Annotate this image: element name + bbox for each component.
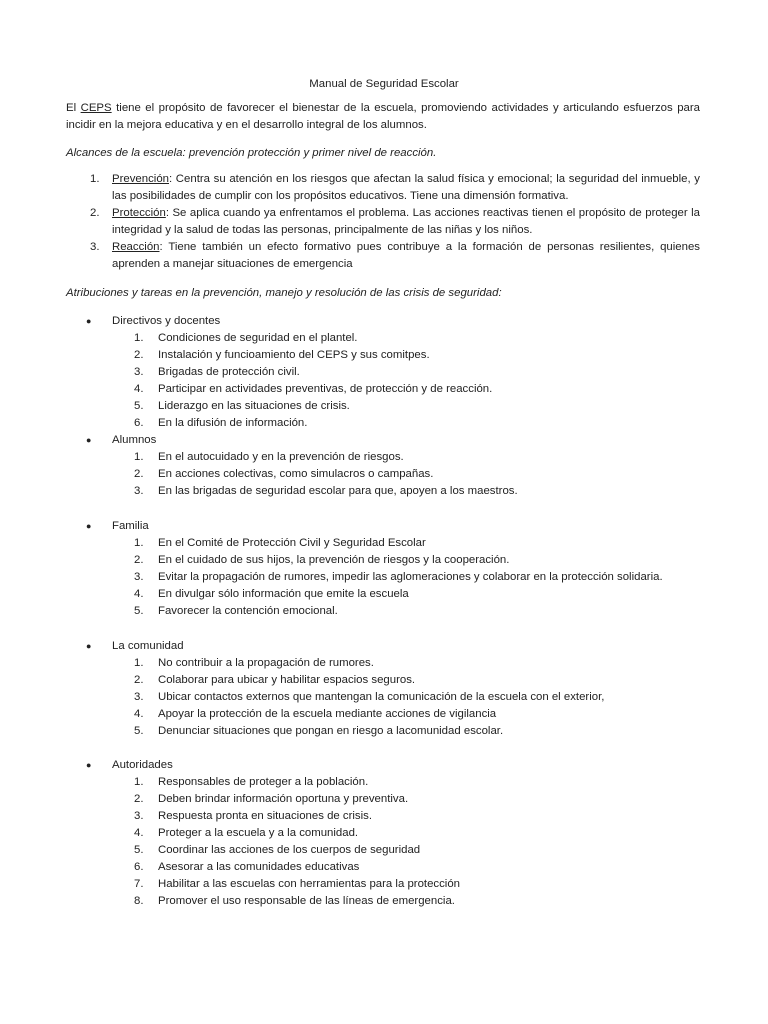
list-item: [66, 330, 700, 347]
intro-prefix: El: [66, 102, 81, 114]
list-item: [66, 842, 700, 859]
item-text: Proteger a la escuela y a la comunidad.: [158, 827, 359, 839]
item-text: Ubicar contactos externos que mantengan la comunicación de la escuela con el exterior,: [158, 691, 605, 703]
list-number: 2.: [134, 468, 144, 480]
alcance-item-prevencion: [66, 171, 700, 205]
list-item: [66, 586, 700, 603]
list-number: 2.: [134, 793, 144, 805]
list-number: 8.: [134, 895, 144, 907]
list-item: [66, 398, 700, 415]
item-text: En el Comité de Protección Civil y Seguridad Escolar: [158, 537, 426, 549]
list-item: [66, 689, 700, 706]
item-text: Responsables de proteger a la población.: [158, 776, 369, 788]
alcance-term: Protección: [112, 207, 166, 219]
item-text: Denunciar situaciones que pongan en riesgo a lacomunidad escolar.: [158, 725, 504, 737]
list-item: [66, 483, 700, 500]
item-text: En las brigadas de seguridad escolar para que, apoyen a los maestros.: [158, 485, 518, 497]
item-text: Brigadas de protección civil.: [158, 366, 300, 378]
list-number: 2.: [90, 207, 100, 219]
item-text: Apoyar la protección de la escuela mediante acciones de vigilancia: [158, 708, 497, 720]
item-text: Evitar la propagación de rumores, impedir las aglomeraciones y colaborar en la protección solidaria.: [158, 571, 663, 583]
group-items: [66, 449, 700, 500]
list-number: 1.: [134, 776, 144, 788]
list-number: 4.: [134, 588, 144, 600]
list-item: [66, 415, 700, 432]
item-text: Deben brindar información oportuna y preventiva.: [158, 793, 409, 805]
list-number: 4.: [134, 708, 144, 720]
list-number: 3.: [90, 241, 100, 253]
atribuciones-heading: Atribuciones y tareas en la prevención, manejo y resolución de las crisis de seguridad:: [66, 287, 502, 299]
group-autoridades: [66, 757, 700, 910]
ceps-acronym: CEPS: [80, 102, 112, 114]
list-number: 1.: [134, 657, 144, 669]
alcance-text: : Tiene también un efecto formativo pues contribuye a la formación de personas resilientes, quienes aprenden a manejar situaciones de emergencia: [112, 241, 700, 270]
item-text: Favorecer la contención emocional.: [158, 605, 338, 617]
item-text: Asesorar a las comunidades educativas: [158, 861, 360, 873]
list-number: 5.: [134, 605, 144, 617]
list-item: [66, 552, 700, 569]
list-item: [66, 791, 700, 808]
group-title: Familia: [112, 520, 149, 532]
bullet-icon: ●: [86, 760, 92, 770]
list-item: [66, 603, 700, 620]
list-item: [66, 449, 700, 466]
alcance-text: : Se aplica cuando ya enfrentamos el problema. Las acciones reactivas tienen el propósito de proteger la integridad y la salud de todas las personas, principalmente de las niñas y los niños.: [112, 207, 700, 236]
list-item: [66, 535, 700, 552]
list-number: 4.: [134, 383, 144, 395]
group-title-row: [66, 638, 700, 655]
item-text: En el autocuidado y en la prevención de riesgos.: [158, 451, 404, 463]
list-number: 2.: [134, 554, 144, 566]
group-items: [66, 774, 700, 910]
bullet-icon: ●: [86, 435, 92, 445]
list-item: [66, 569, 700, 586]
group-title-row: [66, 313, 700, 330]
group-title-row: [66, 432, 700, 449]
intro-text: tiene el propósito de favorecer el bienestar de la escuela, promoviendo actividades y articulando esfuerzos para incidir en la mejora educativa y en el desarrollo integral de los alumnos.: [66, 102, 700, 131]
list-number: 7.: [134, 878, 144, 890]
alcance-text: : Centra su atención en los riesgos que afectan la salud física y emocional; la seguridad del inmueble, y las posibilidades de cumplir con los propósitos educativos. Tiene una dimensión formativa.: [112, 173, 700, 202]
list-number: 2.: [134, 349, 144, 361]
list-item: [66, 381, 700, 398]
item-text: En divulgar sólo información que emite la escuela: [158, 588, 409, 600]
list-number: 3.: [134, 810, 144, 822]
item-text: Respuesta pronta en situaciones de crisis.: [158, 810, 373, 822]
alcances-heading: Alcances de la escuela: prevención protección y primer nivel de reacción.: [66, 147, 437, 159]
group-familia: [66, 518, 700, 620]
list-number: 4.: [134, 827, 144, 839]
item-text: Habilitar a las escuelas con herramientas para la protección: [158, 878, 461, 890]
group-title: Alumnos: [112, 434, 157, 446]
bullet-icon: ●: [86, 521, 92, 531]
group-la-comunidad: [66, 638, 700, 740]
group-title: La comunidad: [112, 640, 184, 652]
list-number: 5.: [134, 400, 144, 412]
alcance-term: Reacción: [112, 241, 160, 253]
group-title-row: [66, 757, 700, 774]
list-item: [66, 774, 700, 791]
list-item: [66, 466, 700, 483]
group-title: Directivos y docentes: [112, 315, 221, 327]
alcance-item-proteccion: [66, 205, 700, 239]
group-items: [66, 535, 700, 620]
list-item: [66, 859, 700, 876]
list-number: 3.: [134, 366, 144, 378]
list-number: 3.: [134, 571, 144, 583]
list-number: 3.: [134, 485, 144, 497]
list-number: 6.: [134, 417, 144, 429]
list-item: [66, 876, 700, 893]
document-title: Manual de Seguridad Escolar: [309, 78, 459, 90]
alcance-term: Prevención: [112, 173, 169, 185]
alcance-item-reaccion: [66, 239, 700, 273]
item-text: Coordinar las acciones de los cuerpos de seguridad: [158, 844, 421, 856]
group-title-row: [66, 518, 700, 535]
group-title: Autoridades: [112, 759, 173, 771]
group-items: [66, 330, 700, 432]
item-text: Condiciones de seguridad en el plantel.: [158, 332, 358, 344]
list-number: 3.: [134, 691, 144, 703]
list-item: [66, 672, 700, 689]
list-item: [66, 808, 700, 825]
bullet-icon: ●: [86, 316, 92, 326]
item-text: Colaborar para ubicar y habilitar espacios seguros.: [158, 674, 416, 686]
list-number: 5.: [134, 725, 144, 737]
item-text: En acciones colectivas, como simulacros o campañas.: [158, 468, 434, 480]
item-text: En el cuidado de sus hijos, la prevención de riesgos y la cooperación.: [158, 554, 510, 566]
list-item: [66, 655, 700, 672]
list-item: [66, 364, 700, 381]
bullet-icon: ●: [86, 641, 92, 651]
list-number: 1.: [134, 332, 144, 344]
list-number: 1.: [134, 537, 144, 549]
list-item: [66, 723, 700, 740]
item-text: No contribuir a la propagación de rumores.: [158, 657, 374, 669]
item-text: Instalación y funcioamiento del CEPS y sus comitpes.: [158, 349, 430, 361]
list-item: [66, 706, 700, 723]
list-number: 5.: [134, 844, 144, 856]
group-directivos-docentes: [66, 313, 700, 432]
group-items: [66, 655, 700, 740]
list-number: 2.: [134, 674, 144, 686]
list-number: 1.: [90, 173, 100, 185]
group-alumnos: [66, 432, 700, 500]
item-text: Participar en actividades preventivas, de protección y de reacción.: [158, 383, 493, 395]
alcances-list: [66, 171, 700, 273]
item-text: En la difusión de información.: [158, 417, 308, 429]
list-number: 1.: [134, 451, 144, 463]
item-text: Liderazgo en las situaciones de crisis.: [158, 400, 350, 412]
list-item: [66, 347, 700, 364]
list-number: 6.: [134, 861, 144, 873]
list-item: [66, 893, 700, 910]
list-item: [66, 825, 700, 842]
item-text: Promover el uso responsable de las líneas de emergencia.: [158, 895, 455, 907]
intro-paragraph: [66, 100, 700, 134]
